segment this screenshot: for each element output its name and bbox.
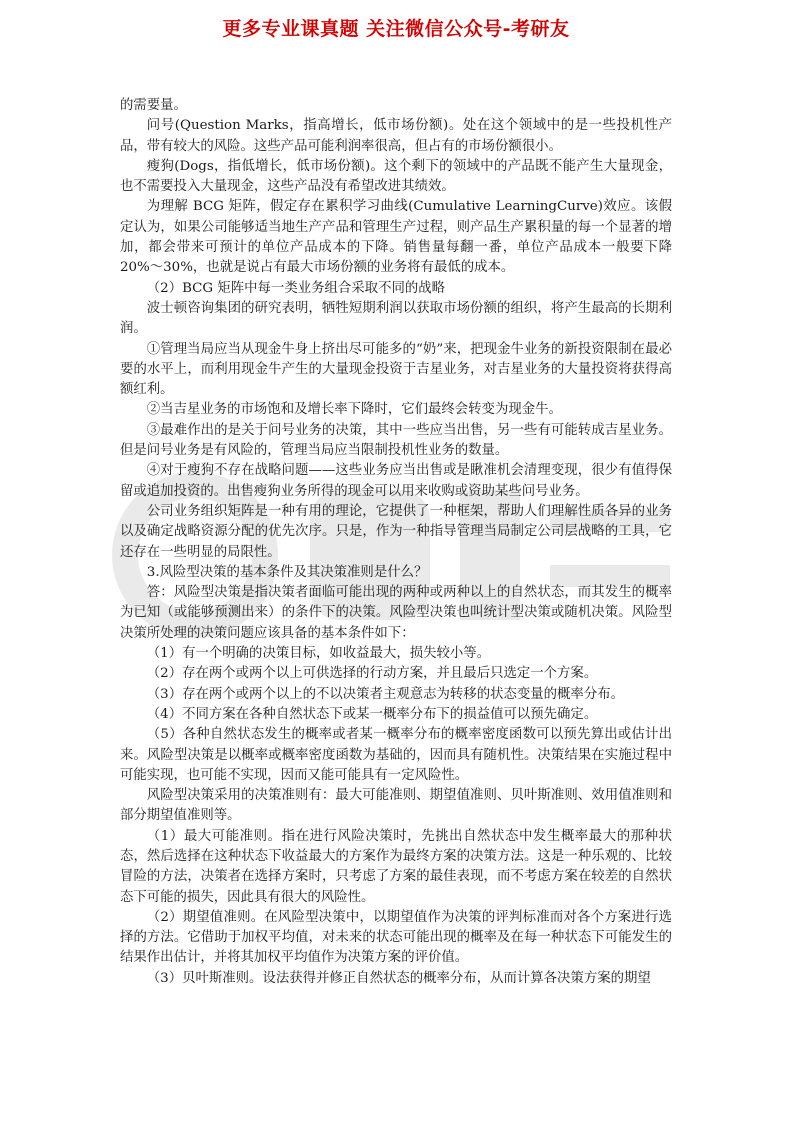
document-body	[120, 96, 672, 989]
paragraph: 的需要量。	[120, 98, 187, 113]
list-item: （1）有一个明确的决策目标，如收益最大，损失较小等。	[146, 646, 491, 662]
list-item: ③最难作出的是关于问号业务的决策，其中一些应当出售，另一些有可能转成吉星业务。但是问号业务是有风险的，管理当局应当限制投机性业务的数量。	[120, 422, 672, 459]
list-item: （3）贝叶斯准则。设法获得并修正自然状态的概率分布，从而计算各决策方案的期望	[146, 970, 651, 986]
paragraph: 瘦狗(Dogs，指低增长，低市场份额)。这个剩下的领域中的产品既不能产生大量现金，也不需要投入大量现金，这些产品没有希望改进其绩效。	[120, 158, 672, 195]
paragraph: 问号(Question Marks，指高增长，低市场份额)。处在这个领域中的是一些投机性产品，带有较大的风险。这些产品可能利润率很高，但占有的市场份额很小。	[120, 118, 672, 154]
list-item: （3）存在两个或两个以上的不以决策者主观意志为转移的状态变量的概率分布。	[146, 686, 624, 702]
section-heading: （2）BCG 矩阵中每一类业务组合采取不同的战略	[146, 280, 446, 296]
list-item: （4）不同方案在各种自然状态下或某一概率分布下的损益值可以预先确定。	[146, 706, 598, 722]
promo-banner: 更多专业课真题 关注微信公众号-考研友	[222, 18, 570, 40]
list-item: （2）存在两个或两个以上可供选择的行动方案，并且最后只选定一个方案。	[146, 666, 598, 682]
paragraph: 波士顿咨询集团的研究表明，牺牲短期利润以获取市场份额的组织，将产生最高的长期利润。	[120, 300, 672, 337]
list-item: （5）各种自然状态发生的概率或者某一概率分布的概率密度函数可以预先算出或估计出来。风险型决策是以概率或概率密度函数为基础的，因而具有随机性。决策结果在实施过程中可能实现，也可能不实现，因而又能可能具有一定风险性。	[120, 727, 672, 783]
list-item: ①管理当局应当从现金牛身上挤出尽可能多的“奶”来，把现金牛业务的新投资限制在最必要的水平上，而利用现金牛产生的大量现金投资于吉星业务，对吉星业务的大量投资将获得高额红利。	[120, 341, 672, 398]
list-item: ②当吉星业务的市场饱和及增长率下降时，它们最终会转变为现金牛。	[146, 402, 562, 418]
answer-paragraph: 答：风险型决策是指决策者面临可能出现的两种或两种以上的自然状态，而其发生的概率为已知（或能够预测出来）的条件下的决策。风险型决策也叫统计型决策或随机决策。风险型决策所处理的决策问题应该具备的基本条件如下：	[120, 585, 672, 641]
paragraph: 风险型决策采用的决策准则有：最大可能准则、期望值准则、贝叶斯准则、效用值准则和部分期望值准则等。	[120, 788, 672, 824]
paragraph: 为理解 BCG 矩阵，假定存在累积学习曲线(Cumulative LearningCurve)效应。该假定认为，如果公司能够适当地生产产品和管理生产过程，则产品生产累积量的每一个显著的增加，都会带来可预计的单位产品成本的下降。销售量每翻一番，单位产品成本一般要下降 20%～30%，也就是说占有最大市场份额的业务将有最低的成本。	[120, 199, 672, 276]
paragraph: 公司业务组织矩阵是一种有用的理论，它提供了一种框架，帮助人们理解性质各异的业务以及确定战略资源分配的优先次序。只是，作为一种指导管理当局制定公司层战略的工具，它还存在一些明显的局限性。	[120, 503, 672, 560]
list-item: ④对于瘦狗不存在战略问题——这些业务应当出售或是瞅准机会清理变现，很少有值得保留或追加投资的。出售瘦狗业务所得的现金可以用来收购或资助某些问号业务。	[120, 463, 672, 499]
list-item: （1）最大可能准则。指在进行风险决策时，先挑出自然状态中发生概率最大的那种状态，然后选择在这种状态下收益最大的方案作为最终方案的决策方法。这是一种乐观的、比较冒险的方法，决策者在选择方案时，只考虑了方案的最佳表现，而不考虑方案在较差的自然状态下可能的损失，因此具有很大的风险性。	[120, 828, 672, 905]
list-item: （2）期望值准则。在风险型决策中，以期望值作为决策的评判标准而对各个方案进行选择的方法。它借助于加权平均值，对未来的状态可能出现的概率及在每一种状态下可能发生的结果作出估计，并将其加权平均值作为决策方案的评价值。	[120, 909, 672, 966]
question-heading: 3.风险型决策的基本条件及其决策准则是什么？	[146, 564, 428, 580]
